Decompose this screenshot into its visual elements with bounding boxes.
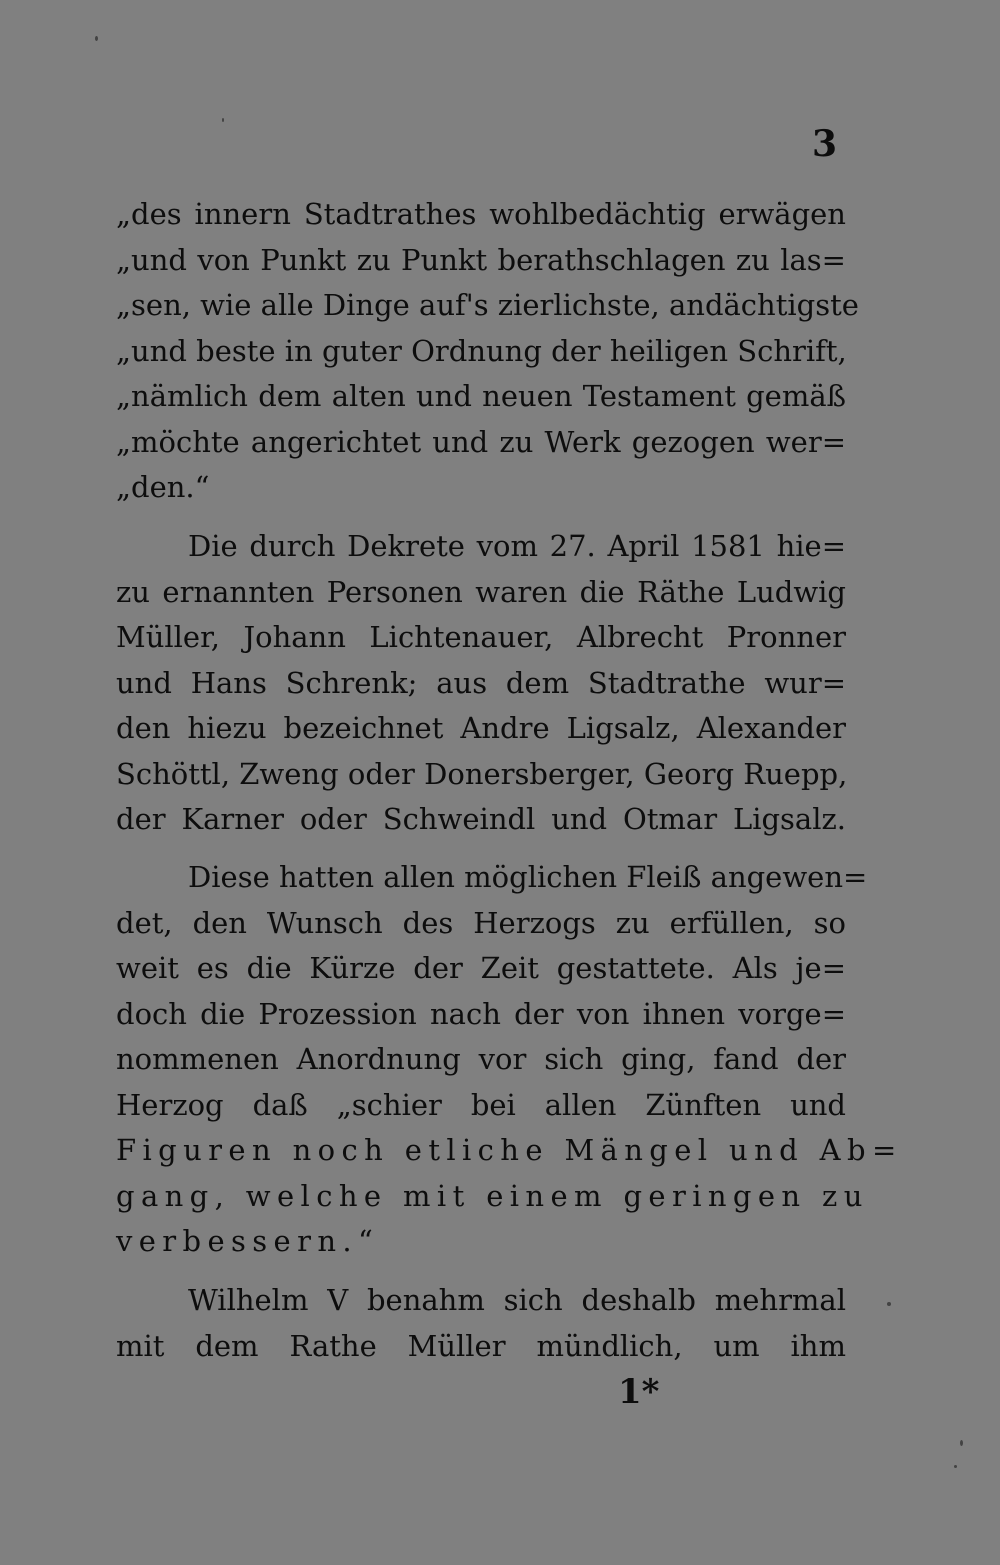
text-line: Müller, Johann Lichtenauer, Albrecht Pronner bbox=[116, 620, 846, 654]
text-line: gang, welche mit einem geringen zu bbox=[116, 1178, 869, 1213]
text-line: „möchte angerichtet und zu Werk gezogen wer= bbox=[116, 424, 846, 459]
page-number: 3 bbox=[812, 123, 838, 165]
paragraph-procession bbox=[116, 855, 903, 1265]
text-line: „des innern Stadtrathes wohlbedächtig erwägen bbox=[116, 197, 846, 231]
text-line: verbessern.“ bbox=[116, 1224, 380, 1258]
text-line: Herzog daß „schier bei allen Zünften und bbox=[116, 1087, 846, 1122]
text-line: „und von Punkt zu Punkt berathschlagen zu las= bbox=[116, 242, 846, 277]
text-line: „nämlich dem alten und neuen Testament gemäß bbox=[116, 379, 846, 413]
text-line: mit dem Rathe Müller mündlich, um ihm bbox=[116, 1328, 846, 1363]
text-line: Diese hatten allen möglichen Fleiß angewen= bbox=[188, 860, 868, 894]
text-line: „sen, wie alle Dinge auf's zierlichste, andächtigste bbox=[116, 288, 859, 322]
text-line: nommenen Anordnung vor sich ging, fand der bbox=[116, 1042, 846, 1076]
scan-speck bbox=[222, 118, 224, 122]
scan-speck bbox=[954, 1465, 957, 1468]
paragraph-wilhelm bbox=[116, 1278, 846, 1369]
text-line: Die durch Dekrete vom 27. April 1581 hie= bbox=[188, 529, 846, 563]
scan-speck bbox=[960, 1440, 963, 1446]
scan-speck bbox=[95, 36, 98, 41]
scan-speck bbox=[887, 1302, 891, 1306]
text-line: der Karner oder Schweindl und Otmar Ligsalz. bbox=[116, 802, 846, 836]
text-line: Figuren noch etliche Mängel und Ab= bbox=[116, 1133, 903, 1167]
text-line: den hiezu bezeichnet Andre Ligsalz, Alexander bbox=[116, 711, 846, 745]
text-line: „und beste in guter Ordnung der heiligen Schrift, bbox=[116, 333, 847, 368]
text-line: weit es die Kürze der Zeit gestattete. Als je= bbox=[116, 951, 846, 985]
text-line: Schöttl, Zweng oder Donersberger, Georg Ruepp, bbox=[116, 756, 848, 791]
signature-mark: 1* bbox=[618, 1372, 660, 1412]
text-line: und Hans Schrenk; aus dem Stadtrathe wur= bbox=[116, 665, 846, 700]
text-line: Wilhelm V benahm sich deshalb mehrmal bbox=[188, 1283, 846, 1317]
paragraph-appointed-persons bbox=[116, 524, 846, 843]
text-line: „den.“ bbox=[116, 470, 210, 504]
text-line: zu ernannten Personen waren die Räthe Ludwig bbox=[116, 574, 846, 609]
text-line: det, den Wunsch des Herzogs zu erfüllen, so bbox=[116, 905, 846, 940]
paragraph-quote-continuation bbox=[116, 192, 859, 511]
text-line: doch die Prozession nach der von ihnen vorge= bbox=[116, 996, 846, 1031]
